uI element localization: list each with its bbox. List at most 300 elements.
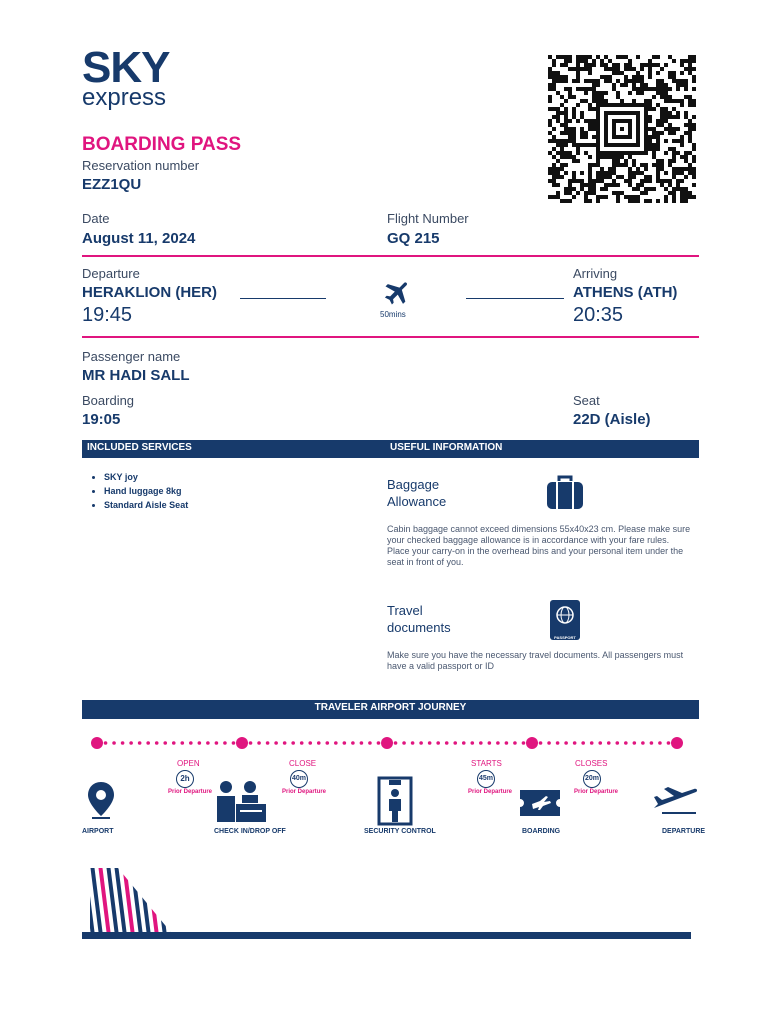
qr-module: [672, 147, 676, 151]
departure-time: 19:45: [82, 304, 133, 326]
departure-plane-icon: [652, 786, 698, 816]
qr-module: [596, 151, 600, 155]
qr-module: [580, 115, 584, 119]
qr-module: [684, 115, 688, 119]
qr-module: [580, 87, 584, 91]
qr-module: [668, 163, 672, 167]
qr-module: [640, 163, 644, 167]
qr-module: [564, 115, 568, 119]
qr-module: [608, 75, 612, 79]
qr-module: [664, 95, 668, 99]
timeline-dot: [573, 741, 577, 745]
qr-module: [596, 139, 600, 143]
qr-module: [612, 123, 616, 127]
documents-title-line1: Travel: [387, 603, 423, 618]
timeline-dot: [564, 741, 568, 745]
qr-module: [656, 175, 660, 179]
qr-module: [620, 111, 624, 115]
journey-underline: [82, 717, 699, 719]
qr-module: [596, 159, 600, 163]
qr-module: [612, 179, 616, 183]
qr-module: [616, 199, 620, 203]
timeline-dot: [496, 741, 500, 745]
qr-module: [604, 171, 608, 175]
qr-module: [672, 155, 676, 159]
qr-module: [552, 79, 556, 83]
qr-module: [576, 191, 580, 195]
qr-module: [580, 183, 584, 187]
timeline-dot: [590, 741, 594, 745]
qr-module: [636, 71, 640, 75]
qr-module: [588, 199, 592, 203]
qr-module: [620, 143, 624, 147]
qr-module: [564, 79, 568, 83]
timeline-dot: [104, 741, 108, 745]
qr-module: [648, 107, 652, 111]
qr-module: [556, 167, 560, 171]
qr-module: [644, 175, 648, 179]
qr-module: [608, 143, 612, 147]
qr-module: [672, 139, 676, 143]
qr-module: [608, 183, 612, 187]
qr-module: [584, 183, 588, 187]
qr-module: [624, 75, 628, 79]
qr-module: [632, 187, 636, 191]
qr-module: [604, 67, 608, 71]
qr-module: [608, 103, 612, 107]
qr-module: [688, 191, 692, 195]
divider: [82, 255, 699, 257]
qr-module: [592, 107, 596, 111]
qr-module: [636, 91, 640, 95]
qr-module: [620, 83, 624, 87]
qr-module: [616, 191, 620, 195]
qr-module: [556, 191, 560, 195]
qr-module: [564, 191, 568, 195]
documents-title: [387, 602, 451, 636]
timeline-dot: [351, 741, 355, 745]
timeline-dot: [146, 741, 150, 745]
qr-module: [628, 67, 632, 71]
qr-module: [588, 87, 592, 91]
qr-module: [616, 151, 620, 155]
timeline-dot: [598, 741, 602, 745]
qr-module: [576, 71, 580, 75]
qr-module: [640, 79, 644, 83]
timeline-dot: [539, 741, 543, 745]
passport-icon-text: PASSPORT: [554, 635, 576, 640]
timeline-dot: [667, 741, 671, 745]
qr-module: [620, 71, 624, 75]
qr-module: [576, 55, 580, 59]
timeline-dot: [360, 741, 364, 745]
timeline-milestone: [671, 737, 683, 749]
qr-module: [680, 191, 684, 195]
qr-module: [644, 127, 648, 131]
qr-module: [640, 63, 644, 67]
qr-module: [684, 67, 688, 71]
timeline-dot: [650, 741, 654, 745]
qr-module: [604, 115, 608, 119]
qr-module: [564, 199, 568, 203]
qr-module: [604, 119, 608, 123]
flight-number-value: GQ 215: [387, 230, 440, 247]
qr-module: [556, 183, 560, 187]
qr-module: [612, 83, 616, 87]
qr-module: [640, 191, 644, 195]
qr-module: [556, 75, 560, 79]
qr-module: [608, 79, 612, 83]
qr-module: [652, 163, 656, 167]
qr-module: [672, 79, 676, 83]
qr-module: [592, 79, 596, 83]
qr-module: [560, 155, 564, 159]
qr-module: [596, 83, 600, 87]
qr-module: [616, 163, 620, 167]
qr-module: [684, 167, 688, 171]
qr-module: [632, 67, 636, 71]
qr-module: [664, 107, 668, 111]
qr-module: [648, 71, 652, 75]
timeline-dot: [436, 741, 440, 745]
qr-module: [568, 179, 572, 183]
qr-module: [600, 175, 604, 179]
location-pin-icon: [86, 780, 116, 820]
qr-module: [548, 195, 552, 199]
qr-module: [588, 171, 592, 175]
step-security: SECURITY CONTROL: [364, 828, 436, 835]
qr-module: [608, 155, 612, 159]
starts-label: STARTS: [471, 759, 502, 768]
qr-module: [644, 63, 648, 67]
qr-module: [672, 199, 676, 203]
qr-module: [660, 183, 664, 187]
qr-module: [596, 135, 600, 139]
qr-module: [632, 79, 636, 83]
qr-module: [644, 151, 648, 155]
qr-module: [596, 155, 600, 159]
qr-module: [644, 187, 648, 191]
qr-module: [636, 199, 640, 203]
timeline-dot: [308, 741, 312, 745]
qr-module: [560, 63, 564, 67]
qr-module: [688, 59, 692, 63]
qr-module: [652, 131, 656, 135]
qr-module: [592, 163, 596, 167]
qr-module: [584, 91, 588, 95]
qr-module: [644, 115, 648, 119]
qr-module: [552, 171, 556, 175]
baggage-text: Cabin baggage cannot exceed dimensions 55x40x23 cm. Please make sure your checked baggage allowance is in accordance with your fare rules. Place your carry-on in the overhead bins and your personal item under the seat in front of you.: [387, 524, 691, 567]
qr-module: [616, 159, 620, 163]
qr-module: [552, 75, 556, 79]
qr-module: [644, 123, 648, 127]
date-label: Date: [82, 211, 110, 226]
qr-module: [596, 107, 600, 111]
qr-module: [572, 179, 576, 183]
qr-module: [640, 151, 644, 155]
timeline-dot: [283, 741, 287, 745]
qr-module: [556, 107, 560, 111]
qr-module: [668, 147, 672, 151]
qr-module: [620, 119, 624, 123]
qr-module: [576, 103, 580, 107]
qr-module: [680, 139, 684, 143]
timeline-dot: [402, 741, 406, 745]
qr-module: [664, 139, 668, 143]
qr-module: [600, 75, 604, 79]
qr-module: [596, 175, 600, 179]
qr-module: [692, 171, 696, 175]
qr-module: [680, 179, 684, 183]
qr-module: [552, 167, 556, 171]
qr-module: [632, 87, 636, 91]
qr-module: [588, 119, 592, 123]
qr-module: [668, 131, 672, 135]
qr-module: [624, 103, 628, 107]
qr-module: [628, 183, 632, 187]
qr-module: [684, 79, 688, 83]
qr-module: [588, 127, 592, 131]
qr-module: [692, 147, 696, 151]
qr-module: [552, 147, 556, 151]
qr-module: [652, 55, 656, 59]
qr-module: [560, 95, 564, 99]
baggage-title-line1: Baggage: [387, 477, 440, 492]
qr-module: [548, 83, 552, 87]
qr-module: [584, 55, 588, 59]
qr-module: [572, 95, 576, 99]
qr-module: [660, 107, 664, 111]
qr-module: [564, 171, 568, 175]
qr-module: [676, 99, 680, 103]
qr-module: [692, 123, 696, 127]
airplane-icon: [382, 280, 410, 308]
qr-module: [676, 151, 680, 155]
qr-module: [624, 63, 628, 67]
qr-module: [588, 183, 592, 187]
qr-module: [628, 123, 632, 127]
qr-module: [672, 71, 676, 75]
qr-module: [552, 115, 556, 119]
timeline-dot: [325, 741, 329, 745]
qr-module: [576, 119, 580, 123]
qr-module: [572, 195, 576, 199]
qr-module: [672, 159, 676, 163]
qr-module: [612, 155, 616, 159]
qr-module: [672, 115, 676, 119]
qr-module: [604, 111, 608, 115]
qr-module: [684, 191, 688, 195]
qr-module: [688, 171, 692, 175]
timeline-dot: [300, 741, 304, 745]
qr-module: [564, 63, 568, 67]
qr-module: [596, 103, 600, 107]
qr-module: [576, 59, 580, 63]
qr-module: [688, 123, 692, 127]
qr-module: [636, 195, 640, 199]
qr-module: [672, 107, 676, 111]
qr-module: [568, 95, 572, 99]
qr-module: [632, 111, 636, 115]
qr-module: [680, 199, 684, 203]
timeline-dot: [419, 741, 423, 745]
qr-module: [692, 175, 696, 179]
qr-module: [600, 63, 604, 67]
qr-module: [668, 111, 672, 115]
qr-module: [616, 67, 620, 71]
qr-module: [556, 175, 560, 179]
close-time-badge: 40m: [290, 770, 308, 788]
qr-module: [584, 67, 588, 71]
qr-module: [552, 83, 556, 87]
qr-module: [576, 151, 580, 155]
open-label: OPEN: [177, 759, 200, 768]
qr-module: [680, 195, 684, 199]
qr-module: [596, 95, 600, 99]
qr-module: [564, 87, 568, 91]
qr-module: [628, 175, 632, 179]
qr-module: [560, 103, 564, 107]
qr-module: [568, 59, 572, 63]
qr-module: [636, 143, 640, 147]
qr-module: [584, 151, 588, 155]
qr-module: [592, 99, 596, 103]
qr-module: [656, 147, 660, 151]
qr-module: [548, 179, 552, 183]
qr-module: [616, 103, 620, 107]
qr-module: [660, 115, 664, 119]
qr-module: [672, 167, 676, 171]
timeline-dot: [343, 741, 347, 745]
qr-module: [620, 103, 624, 107]
qr-module: [656, 131, 660, 135]
qr-module: [596, 115, 600, 119]
qr-module: [612, 63, 616, 67]
qr-module: [628, 155, 632, 159]
qr-module: [572, 79, 576, 83]
qr-module: [564, 139, 568, 143]
qr-module: [596, 147, 600, 151]
qr-module: [568, 119, 572, 123]
qr-module: [616, 195, 620, 199]
qr-module: [692, 143, 696, 147]
boarding-value: 19:05: [82, 411, 121, 428]
qr-module: [688, 135, 692, 139]
starts-time-badge: 45m: [477, 770, 495, 788]
timeline-dot: [505, 741, 509, 745]
qr-module: [656, 143, 660, 147]
qr-module: [644, 83, 648, 87]
qr-module: [556, 91, 560, 95]
qr-module: [560, 143, 564, 147]
qr-module: [564, 111, 568, 115]
qr-module: [596, 163, 600, 167]
qr-module: [648, 179, 652, 183]
timeline-dot: [232, 741, 236, 745]
timeline-dot: [633, 741, 637, 745]
qr-module: [616, 91, 620, 95]
qr-module: [688, 163, 692, 167]
qr-module: [564, 127, 568, 131]
qr-module: [604, 131, 608, 135]
qr-module: [680, 83, 684, 87]
timeline-dot: [368, 741, 372, 745]
timeline-dot: [428, 741, 432, 745]
flight-duration: 50mins: [380, 310, 406, 319]
qr-module: [680, 171, 684, 175]
qr-module: [592, 179, 596, 183]
qr-module: [564, 151, 568, 155]
arrival-label: Arriving: [573, 266, 618, 281]
qr-module: [560, 147, 564, 151]
qr-module: [612, 151, 616, 155]
qr-module: [564, 163, 568, 167]
qr-module: [584, 131, 588, 135]
qr-module: [684, 195, 688, 199]
closes-time-badge: 20m: [583, 770, 601, 788]
qr-module: [604, 123, 608, 127]
qr-module: [584, 191, 588, 195]
qr-module: [552, 163, 556, 167]
qr-module: [588, 79, 592, 83]
qr-module: [620, 163, 624, 167]
qr-module: [656, 139, 660, 143]
qr-module: [556, 151, 560, 155]
qr-module: [624, 151, 628, 155]
arrival-time: 20:35: [573, 304, 624, 326]
baggage-title: [387, 476, 446, 510]
qr-module: [692, 55, 696, 59]
qr-module: [580, 59, 584, 63]
qr-module: [608, 167, 612, 171]
qr-module: [612, 171, 616, 175]
qr-module: [552, 87, 556, 91]
qr-module: [656, 163, 660, 167]
qr-module: [624, 119, 628, 123]
qr-module: [660, 179, 664, 183]
qr-module: [596, 131, 600, 135]
qr-module: [580, 99, 584, 103]
qr-module: [604, 127, 608, 131]
qr-module: [588, 107, 592, 111]
qr-module: [692, 103, 696, 107]
tail-fin-decoration: [82, 864, 702, 944]
qr-module: [552, 175, 556, 179]
timeline-dot: [291, 741, 295, 745]
passport-icon: [550, 600, 580, 640]
qr-module: [560, 75, 564, 79]
timeline-dot: [112, 741, 116, 745]
qr-module: [576, 63, 580, 67]
qr-module: [552, 179, 556, 183]
qr-module: [548, 139, 552, 143]
qr-module: [628, 171, 632, 175]
qr-module: [632, 99, 636, 103]
qr-module: [568, 91, 572, 95]
qr-module: [636, 183, 640, 187]
qr-module: [660, 87, 664, 91]
qr-module: [596, 199, 600, 203]
qr-module: [648, 103, 652, 107]
date-value: August 11, 2024: [82, 230, 196, 247]
qr-module: [692, 99, 696, 103]
qr-module: [616, 71, 620, 75]
qr-module: [596, 143, 600, 147]
qr-module: [580, 187, 584, 191]
qr-module: [644, 147, 648, 151]
qr-module: [692, 195, 696, 199]
